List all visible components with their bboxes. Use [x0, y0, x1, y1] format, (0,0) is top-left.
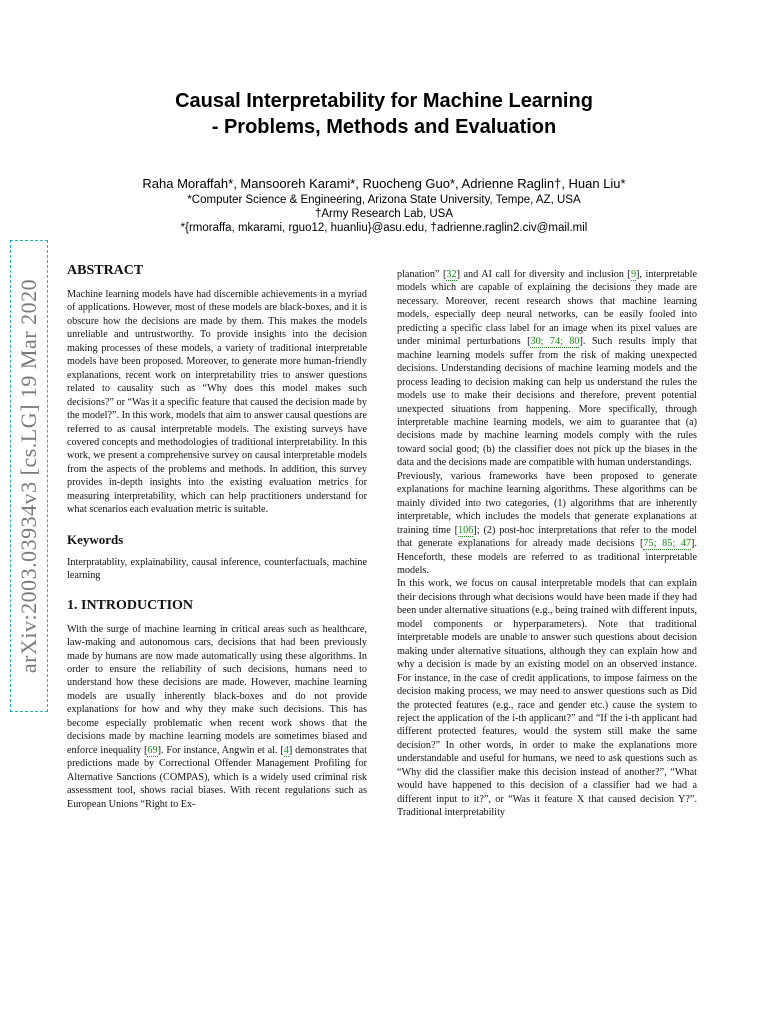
arxiv-identifier: arXiv:2003.03934v3 [cs.LG] 19 Mar 2020 [16, 278, 41, 674]
citation-link[interactable]: 4 [283, 744, 289, 756]
author-list: Raha Moraffah*, Mansooreh Karami*, Ruocheng Guo*, Adrienne Raglin†, Huan Liu* [142, 176, 626, 191]
affiliation-asu: *Computer Science & Engineering, Arizona State University, Tempe, AZ, USA [187, 194, 581, 206]
keywords-text: Interpratablity, explainability, causal inference, counterfactuals, machine learning [67, 556, 367, 582]
citation-link[interactable]: 75; 85; 47 [643, 538, 692, 550]
citation-link[interactable]: 106 [458, 524, 474, 536]
citation-link[interactable]: 9 [630, 269, 637, 280]
citation-link[interactable]: 30; 74; 80 [530, 336, 580, 348]
citation-link[interactable]: 32 [446, 269, 457, 280]
left-column [67, 262, 367, 811]
title-line-2: - Problems, Methods and Evaluation [211, 116, 557, 138]
title-line-1: Causal Interpretability for Machine Learning [175, 90, 593, 112]
right-column [397, 268, 697, 820]
citation-link[interactable]: 69 [147, 744, 158, 756]
frameworks-paragraph: Previously, various frameworks have been proposed to generate explanations for machine learning algorithms. These algorithms can be mainly divided into two categories, (1) algorithms that are inherently interpretable, which includes the models that generate explanations at training time [106]; (2) post-hoc interpretations that refer to the model that generate explanations for already made decisions [75; 85; 47]. Henceforth, these models are referred to as traditional interpretable models. [397, 470, 698, 576]
intro-paragraph-continued: planation” [32] and AI call for diversity and inclusion [9], interpretable models which are capable of explaining the decisions they made are necessary. Moreover, recent research shows that machine learning models, especially deep neural networks, can be easily fooled into predicting a specific class label for an image when its pixel values are under minimal perturbations [30; 74; 80]. Such results imply that machine learning models suffer from the risk of making unexpected decisions. Understanding decisions of machine learning models and the process leading to decision making can help us understand the rules the models use to make their decisions and therefore, prevent potential unexpected situations from happening. More specifically, through interpretable machine learning models, we aim to guarantee that (a) decisions made by machine learning models comply with the rules toward social good; (b) the classifier does not pick up the biases in the data and the decisions made are compatible with human understandings. [397, 269, 698, 469]
abstract-text: Machine learning models have had discernible achievements in a myriad of applications. However, most of these models are black-boxes, and it is obscure how the decisions are made by them. This makes the models unreliable and untrustworthy. To provide insights into the decision making processes of these models, a variety of traditional interpretable models have been proposed. Moreover, to generate more human-friendly explanations, recent work on interpretability tries to answer questions related to causality such as “Why does this model makes such decisions?” or “Was it a specific feature that caused the decision made by the model?”. In this work, models that aim to answer causal questions are referred to as causal interpretable models. The existing surveys have covered concepts and methodologies of traditional interpretability. In this work, we present a comprehensive survey on causal interpretable models from the aspects of the problems and methods. In addition, this survey provides in-depth insights into the existing evaluation metrics for measuring interpretability, which can help practitioners understand for what scenarios each evaluation metric is suitable. [67, 289, 367, 516]
paper-title [0, 88, 768, 140]
keywords-heading: Keywords [67, 531, 124, 547]
author-emails: *{rmoraffa, mkarami, rguo12, huanliu}@asu.edu, †adrienne.raglin2.civ@mail.mil [180, 222, 588, 234]
abstract-heading: ABSTRACT [67, 263, 144, 278]
affiliation-arl: †Army Research Lab, USA [314, 208, 454, 220]
causal-models-paragraph: In this work, we focus on causal interpretable models that can explain their decisions through what decisions would have been made if they had been under alternative situations (e.g., being trained with different inputs, model components or hyperparameters). Note that traditional interpretable models are unable to answer such questions about decision making under alternative situations, although they can explain how and why a decision is made by an existing model on an observed instance. For instance, in the case of credit applications, to impose fairness on the decision making process, we may need to answer questions such as Did the protected features (e.g., race and gender etc.) cause the system to reject the application of the i-th applicant?” and “If the i-th applicant had different protected features, would the system still make the same decision?” In other words, in order to make the explanations more understandable and useful for humans, we need to ask questions such as “Why did the classifier make this decision instead of another?”, “What would have happened to this decision of a classifier had we had a different input to it?”, or “Was it feature X that caused decision Y?”. Traditional interpretability [397, 578, 697, 819]
intro-paragraph: With the surge of machine learning in critical areas such as healthcare, law-making and autonomous cars, decisions that had been previously made by humans are now made automatically using these algorithms. In order to ensure the reliability of such decisions, humans need to understand how these decisions are made. However, machine learning models are usually inherently black-boxes and do not provide explanations for how and why they make such decisions. This has become especially problematic when recent work shows that the decisions made by machine learning models are sometimes biased and enforce inequality [69]. For instance, Angwin et al. [4] demonstrates that predictions made by Correctional Offender Management Profiling for Alternative Sanctions (COMPAS), which is a widely used criminal risk assessment tool, shows racial biases. With recent regulations such as European Unions “Right to Ex- [67, 623, 368, 810]
arxiv-stamp [10, 240, 48, 712]
introduction-heading: 1. INTRODUCTION [67, 597, 194, 613]
